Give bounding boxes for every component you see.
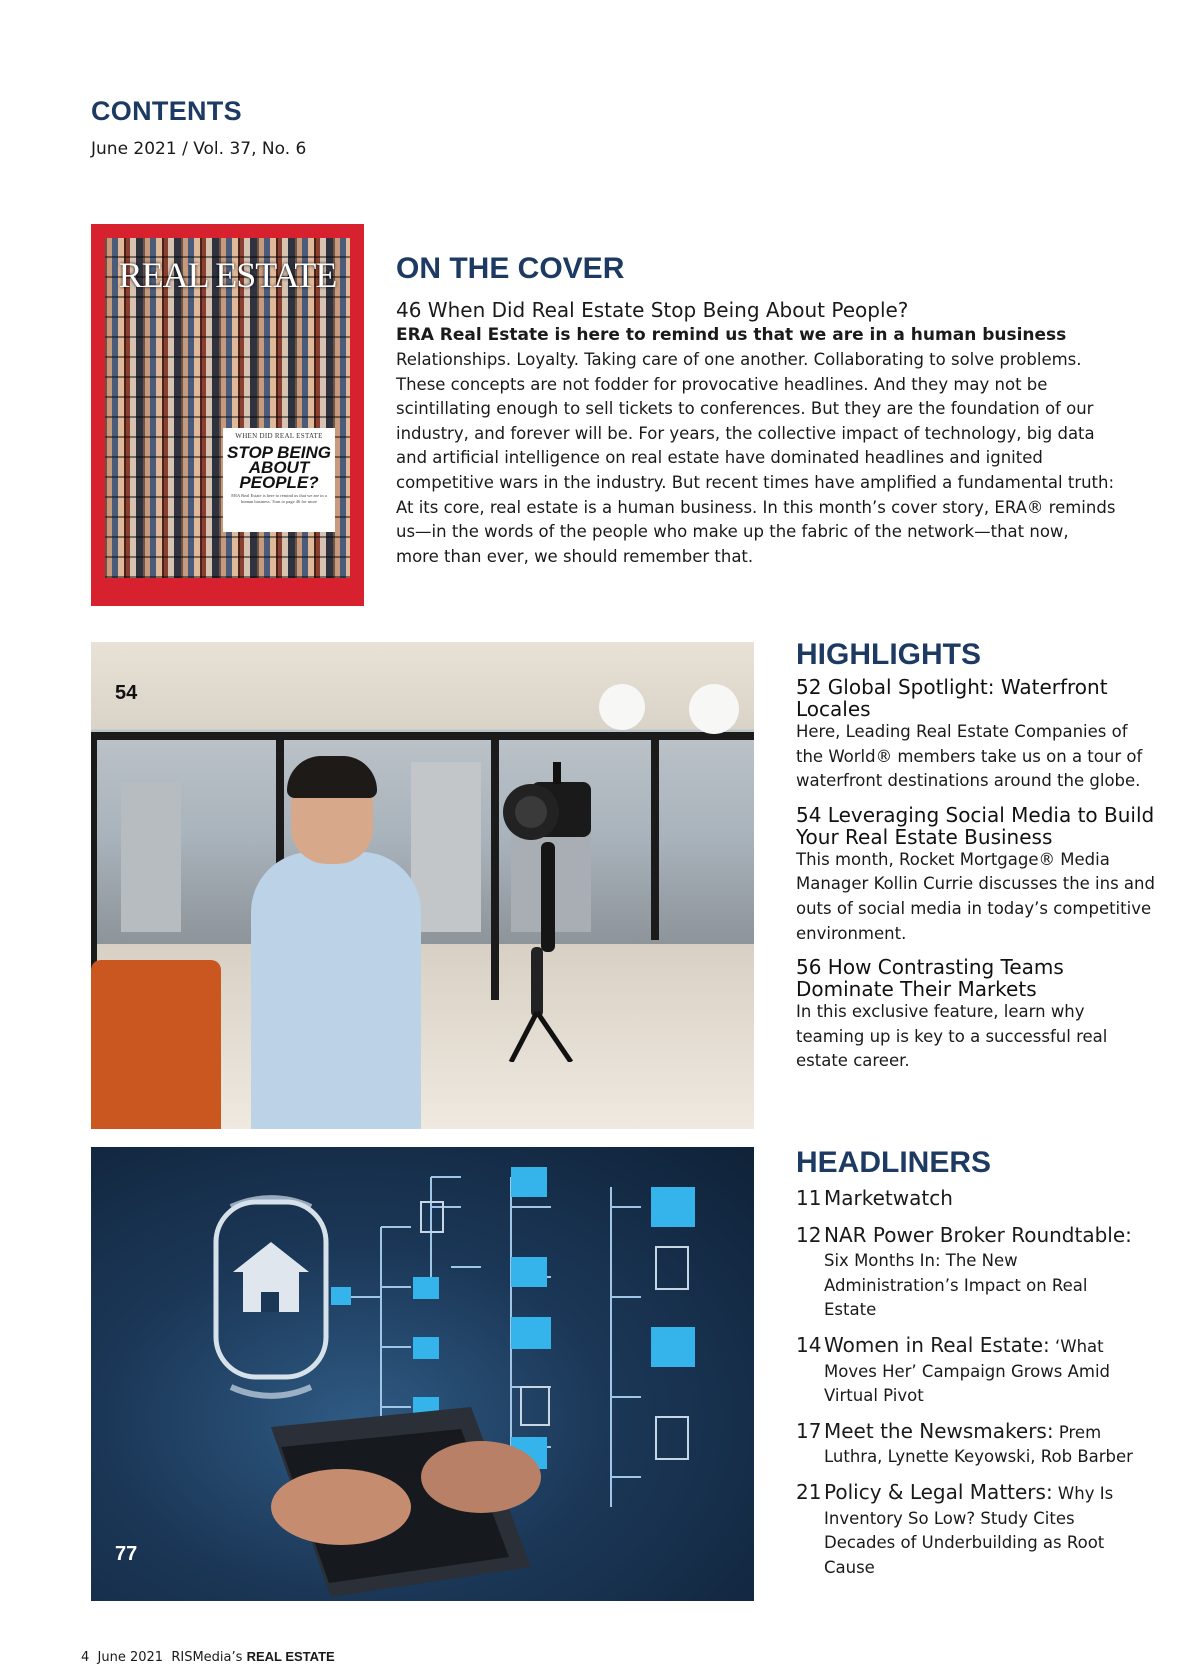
page-number-tag: 54 — [115, 682, 138, 704]
footer-publisher: RISMedia’s — [171, 1650, 243, 1665]
headliner-description: Prem Luthra, Lynette Keyowski, Rob Barber — [824, 1422, 1133, 1467]
headliner-item[interactable] — [796, 1480, 1136, 1580]
magazine-cover-image[interactable] — [91, 224, 364, 606]
headliner-title[interactable]: Meet the Newsmakers: — [824, 1418, 1054, 1443]
headliner-description: Why Is Inventory So Low? Study Cites Decades of Underbuilding as Root Cause — [824, 1483, 1114, 1577]
headliner-item[interactable] — [796, 1186, 1136, 1213]
digital-laptop-photo[interactable] — [91, 1147, 754, 1601]
cover-article-subtitle: ERA Real Estate is here to remind us that we are in a human business — [396, 325, 1067, 345]
footer-date: June 2021 — [97, 1650, 164, 1665]
cover-photo-mosaic — [105, 238, 350, 578]
headliner-page: 12 — [796, 1222, 822, 1247]
city-building — [411, 762, 481, 932]
cover-headline-box — [223, 428, 335, 532]
person-hair — [287, 756, 377, 798]
highlight-title[interactable]: 56 How Contrasting Teams Dominate Their Markets — [796, 955, 1064, 1002]
cover-article-body: Relationships. Loyalty. Taking care of one another. Collaborating to solve problems. These concepts are not fodder for provocative headlines. And they may not be scintillating enough to sell tickets to conferences. But they are the foundation of our industry, and forever will be. For years, the collective impact of technology, big data and artificial intelligence on real estate have dominated headlines and ignited competitive wars in the industry. But recent times have amplified a fundamental truth: At its core, real estate is a human business. In this month’s cover story, ERA® reminds us—in the words of the people who make up the fabric of the network—that now, more than ever, we should remember that. — [396, 350, 1116, 566]
highlight-description: This month, Rocket Mortgage® Media Manager Kollin Currie discusses the ins and outs of social media in today’s competitive environment. — [796, 849, 1155, 943]
highlights-section — [796, 638, 1156, 1074]
digital-network-overlay — [91, 1147, 754, 1601]
headliner-page: 17 — [796, 1418, 822, 1443]
cover-masthead: REAL ESTATE — [118, 255, 337, 295]
headliner-page: 14 — [796, 1332, 822, 1357]
footer-publication: REAL ESTATE — [246, 1649, 335, 1664]
orange-sofa — [91, 960, 221, 1129]
page-title: CONTENTS — [91, 96, 242, 126]
cover-small-text: ERA Real Estate is here to remind us that we are in a human business. Turn to page 46 for more — [231, 493, 327, 504]
headliner-item[interactable] — [796, 1223, 1136, 1323]
person-shirt — [251, 852, 421, 1129]
city-building — [121, 782, 181, 932]
cover-kicker: WHEN DID REAL ESTATE — [235, 432, 323, 440]
page-number-tag: 77 — [115, 1543, 138, 1565]
camera-gimbal-icon — [491, 762, 611, 1062]
headliner-title[interactable]: Marketwatch — [824, 1186, 953, 1210]
pendant-lamp — [689, 684, 739, 734]
highlight-item[interactable] — [796, 676, 1156, 794]
social-media-photo[interactable] — [91, 642, 754, 1129]
headliner-description: ‘What Moves Her’ Campaign Grows Amid Virtual Pivot — [824, 1336, 1111, 1406]
headliners-heading: HEADLINERS — [796, 1146, 992, 1179]
headliner-page: 11 — [796, 1186, 822, 1210]
window-frame — [651, 740, 659, 940]
pendant-lamp — [599, 684, 645, 730]
on-the-cover-heading: ON THE COVER — [396, 252, 625, 285]
highlight-title[interactable]: 54 Leveraging Social Media to Build Your Real Estate Business — [796, 802, 1155, 849]
highlight-description: In this exclusive feature, learn why teaming up is key to a successful real estate career. — [796, 1002, 1108, 1071]
cover-article-title[interactable]: 46 When Did Real Estate Stop Being About People? — [396, 298, 909, 322]
cover-headline: STOP BEING ABOUT PEOPLE? — [227, 443, 331, 492]
headliner-title[interactable]: NAR Power Broker Roundtable: — [824, 1222, 1132, 1247]
highlight-title[interactable]: 52 Global Spotlight: Waterfront Locales — [796, 675, 1108, 721]
headliner-title[interactable]: Policy & Legal Matters: — [824, 1479, 1053, 1504]
headliner-item[interactable] — [796, 1333, 1136, 1409]
highlight-description: Here, Leading Real Estate Companies of the World® members take us on a tour of waterfront destinations around the globe. — [796, 722, 1143, 791]
headliner-title[interactable]: Women in Real Estate: — [824, 1332, 1050, 1357]
highlight-item[interactable] — [796, 956, 1156, 1074]
headliner-page: 21 — [796, 1479, 822, 1504]
issue-info: June 2021 / Vol. 37, No. 6 — [91, 139, 307, 159]
highlight-item[interactable] — [796, 804, 1156, 946]
window-frame — [91, 732, 754, 740]
highlights-heading: HIGHLIGHTS — [796, 638, 981, 671]
footer-page-number: 4 — [81, 1650, 90, 1665]
headliners-section — [796, 1146, 1136, 1580]
headliner-description: Six Months In: The New Administration’s Impact on Real Estate — [824, 1251, 1088, 1320]
page-footer — [81, 1649, 335, 1665]
headliner-item[interactable] — [796, 1419, 1136, 1470]
